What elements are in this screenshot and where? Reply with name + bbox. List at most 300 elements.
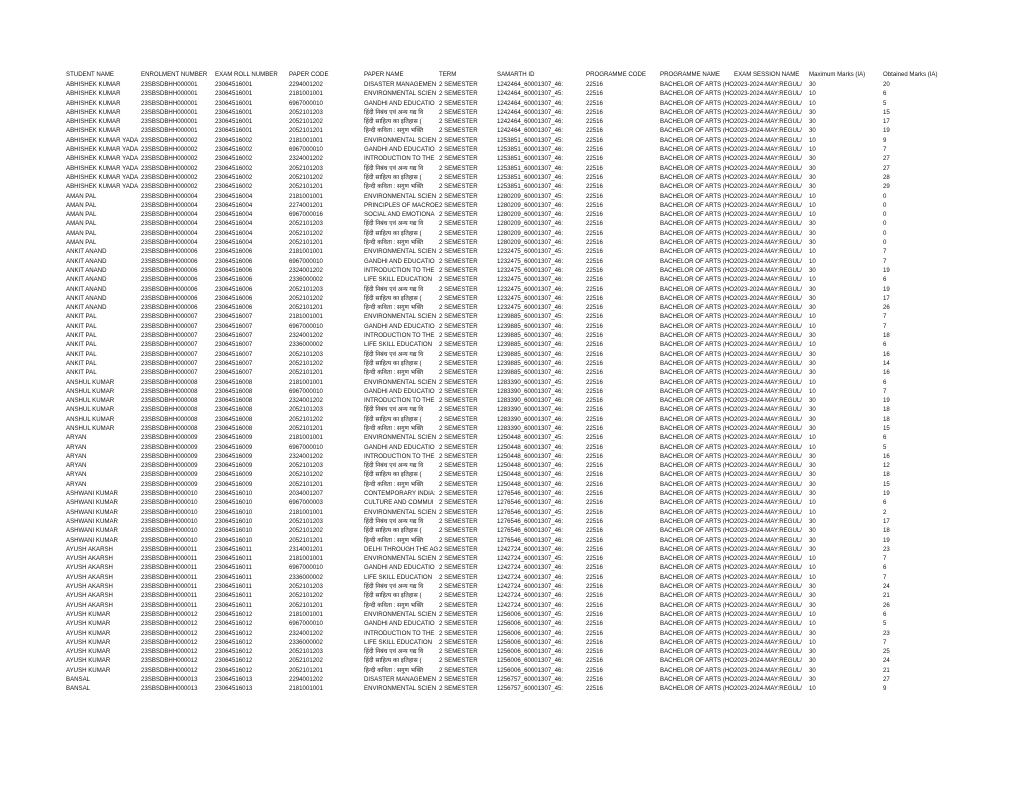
cell-term: 2 SEMESTER (439, 183, 478, 191)
cell-exam-session-name: 2023-2024-MAY:REGUL/ (734, 499, 802, 507)
cell-enrolment-number: 23SBSDBHH000011 (141, 564, 198, 572)
header-term: TERM (439, 71, 457, 79)
cell-maximum-marks: 10 (809, 620, 816, 628)
cell-obtained-marks: 23 (883, 629, 890, 637)
cell-programme-name: BACHELOR OF ARTS (HO (660, 173, 734, 181)
cell-exam-session-name: 2023-2024-MAY:REGUL/ (734, 555, 802, 563)
cell-obtained-marks: 6 (883, 564, 887, 572)
cell-paper-code: 2052101203 (289, 583, 323, 591)
cell-programme-name: BACHELOR OF ARTS (HO (660, 629, 734, 637)
cell-student-name: AYUSH KUMAR (66, 610, 111, 618)
cell-exam-session-name: 2023-2024-MAY:REGUL/ (734, 127, 802, 135)
cell-programme-code: 22516 (586, 378, 603, 386)
cell-enrolment-number: 23SBSDBHH000010 (141, 527, 198, 535)
cell-paper-code: 6967000016 (289, 211, 323, 219)
cell-paper-code: 2324001202 (289, 332, 323, 340)
cell-student-name: AMAN PAL (66, 239, 97, 247)
cell-student-name: AYUSH AKARSH (66, 545, 113, 553)
table-row (66, 433, 956, 442)
cell-paper-code: 2181001001 (289, 434, 323, 442)
cell-paper-code: 2052101202 (289, 527, 323, 535)
cell-student-name: ANSHUL KUMAR (66, 406, 115, 414)
cell-paper-name: हिन्दी कविता : सगुण भक्ति (364, 424, 424, 432)
cell-paper-name: हिंदी निबंध एवं अन्य गद्य वि (364, 406, 424, 414)
cell-maximum-marks: 10 (809, 192, 816, 200)
cell-enrolment-number: 23SBSDBHH000006 (141, 294, 198, 302)
cell-enrolment-number: 23SBSDBHH000007 (141, 341, 198, 349)
cell-exam-roll-number: 23064516008 (215, 424, 253, 432)
cell-programme-code: 22516 (586, 685, 603, 693)
table-row (66, 368, 956, 377)
cell-samarth-id: 1253851_60001307_46: (497, 183, 564, 191)
cell-paper-code: 2052101201 (289, 666, 323, 674)
cell-programme-name: BACHELOR OF ARTS (HO (660, 229, 734, 237)
cell-maximum-marks: 30 (809, 285, 816, 293)
cell-samarth-id: 1283390_60001307_46: (497, 397, 564, 405)
cell-enrolment-number: 23SBSDBHH000002 (141, 155, 198, 163)
cell-term: 2 SEMESTER (439, 657, 478, 665)
cell-programme-name: BACHELOR OF ARTS (HO (660, 239, 734, 247)
cell-paper-code: 2052101201 (289, 304, 323, 312)
cell-exam-session-name: 2023-2024-MAY:REGUL/ (734, 406, 802, 414)
cell-samarth-id: 1232475_60001307_46: (497, 266, 564, 274)
cell-paper-code: 2052101203 (289, 462, 323, 470)
cell-paper-name: LIFE SKILL EDUCATION (364, 276, 433, 284)
cell-paper-name: ENVIRONMENTAL SCIEN (364, 434, 437, 442)
cell-programme-name: BACHELOR OF ARTS (HO (660, 118, 734, 126)
cell-maximum-marks: 10 (809, 387, 816, 395)
cell-term: 2 SEMESTER (439, 490, 478, 498)
cell-exam-session-name: 2023-2024-MAY:REGUL/ (734, 601, 802, 609)
cell-paper-name: ENVIRONMENTAL SCIEN (364, 248, 437, 256)
cell-term: 2 SEMESTER (439, 229, 478, 237)
cell-enrolment-number: 23SBSDBHH000013 (141, 676, 198, 683)
cell-programme-code: 22516 (586, 257, 603, 265)
cell-maximum-marks: 10 (809, 685, 816, 693)
cell-programme-name: BACHELOR OF ARTS (HO (660, 685, 734, 693)
cell-paper-name: हिन्दी कविता : सगुण भक्ति (364, 666, 424, 674)
cell-student-name: AMAN PAL (66, 229, 97, 237)
cell-programme-name: BACHELOR OF ARTS (HO (660, 350, 734, 358)
cell-term: 2 SEMESTER (439, 685, 478, 693)
cell-programme-code: 22516 (586, 118, 603, 126)
cell-paper-name: हिंदी साहित्य का इतिहास ( (364, 592, 422, 600)
cell-student-name: BANSAL (66, 685, 91, 693)
cell-obtained-marks: 28 (883, 173, 890, 181)
cell-paper-name: DISASTER MANAGEMEN (364, 676, 437, 683)
cell-paper-code: 2181001001 (289, 685, 323, 693)
table-row (66, 350, 956, 359)
cell-student-name: ABHISHEK KUMAR (66, 127, 121, 135)
cell-programme-name: BACHELOR OF ARTS (HO (660, 341, 734, 349)
cell-exam-roll-number: 23064516012 (215, 638, 253, 646)
cell-paper-name: हिंदी साहित्य का इतिहास ( (364, 415, 422, 423)
cell-exam-session-name: 2023-2024-MAY:REGUL/ (734, 285, 802, 293)
table-row (66, 424, 956, 433)
cell-exam-roll-number: 23064516010 (215, 499, 253, 507)
table-row (66, 173, 956, 182)
cell-term: 2 SEMESTER (439, 462, 478, 470)
cell-maximum-marks: 10 (809, 90, 816, 98)
cell-term: 2 SEMESTER (439, 136, 478, 144)
cell-enrolment-number: 23SBSDBHH000009 (141, 434, 198, 442)
cell-paper-code: 2052101201 (289, 601, 323, 609)
cell-enrolment-number: 23SBSDBHH000010 (141, 508, 198, 516)
cell-exam-session-name: 2023-2024-MAY:REGUL/ (734, 359, 802, 367)
header-obtained-marks: Obtained Marks (IA) (883, 71, 938, 79)
cell-term: 2 SEMESTER (439, 313, 478, 321)
cell-enrolment-number: 23SBSDBHH000007 (141, 369, 198, 377)
cell-exam-roll-number: 23064516011 (215, 545, 252, 553)
cell-exam-roll-number: 23064516007 (215, 369, 253, 377)
cell-programme-code: 22516 (586, 341, 603, 349)
cell-paper-name: ENVIRONMENTAL SCIEN (364, 136, 437, 144)
cell-enrolment-number: 23SBSDBHH000007 (141, 350, 198, 358)
cell-maximum-marks: 30 (809, 648, 816, 656)
cell-programme-name: BACHELOR OF ARTS (HO (660, 294, 734, 302)
cell-paper-code: 2324001202 (289, 452, 323, 460)
cell-programme-code: 22516 (586, 638, 603, 646)
cell-maximum-marks: 30 (809, 118, 816, 126)
cell-paper-code: 2052101203 (289, 164, 323, 172)
cell-paper-code: 6967000010 (289, 322, 323, 330)
cell-programme-name: BACHELOR OF ARTS (HO (660, 322, 734, 330)
cell-student-name: ANKIT ANAND (66, 285, 107, 293)
cell-paper-code: 2052101202 (289, 657, 323, 665)
cell-obtained-marks: 0 (883, 201, 887, 209)
cell-student-name: AYUSH AKARSH (66, 592, 113, 600)
cell-programme-name: BACHELOR OF ARTS (HO (660, 313, 734, 321)
cell-obtained-marks: 7 (883, 555, 887, 563)
cell-term: 2 SEMESTER (439, 527, 478, 535)
cell-samarth-id: 1242464_60001307_46: (497, 118, 564, 126)
cell-programme-code: 22516 (586, 676, 603, 683)
cell-student-name: ANSHUL KUMAR (66, 415, 115, 423)
cell-enrolment-number: 23SBSDBHH000001 (141, 81, 198, 88)
cell-obtained-marks: 6 (883, 276, 887, 284)
cell-term: 2 SEMESTER (439, 192, 478, 200)
cell-obtained-marks: 0 (883, 211, 887, 219)
cell-obtained-marks: 20 (883, 81, 890, 88)
cell-exam-session-name: 2023-2024-MAY:REGUL/ (734, 108, 802, 116)
cell-programme-code: 22516 (586, 629, 603, 637)
cell-paper-name: DELHI THROUGH THE AG (364, 545, 439, 553)
header-paper-name: PAPER NAME (364, 71, 404, 79)
cell-enrolment-number: 23SBSDBHH000001 (141, 118, 198, 126)
cell-term: 2 SEMESTER (439, 452, 478, 460)
cell-obtained-marks: 15 (883, 480, 890, 488)
cell-exam-roll-number: 23064516001 (215, 81, 253, 88)
cell-paper-code: 6967000010 (289, 257, 323, 265)
cell-programme-code: 22516 (586, 359, 603, 367)
cell-exam-roll-number: 23064516011 (215, 573, 252, 581)
cell-paper-code: 2052101203 (289, 285, 323, 293)
cell-programme-code: 22516 (586, 490, 603, 498)
cell-maximum-marks: 10 (809, 313, 816, 321)
cell-term: 2 SEMESTER (439, 239, 478, 247)
cell-exam-roll-number: 23064516001 (215, 118, 253, 126)
cell-student-name: ASHWANI KUMAR (66, 517, 118, 525)
cell-term: 2 SEMESTER (439, 378, 478, 386)
cell-paper-code: 2052101203 (289, 350, 323, 358)
cell-exam-roll-number: 23064516012 (215, 666, 253, 674)
cell-enrolment-number: 23SBSDBHH000011 (141, 583, 198, 591)
cell-student-name: ABHISHEK KUMAR YADA (66, 136, 139, 144)
cell-maximum-marks: 30 (809, 415, 816, 423)
cell-programme-name: BACHELOR OF ARTS (HO (660, 490, 734, 498)
cell-paper-code: 2314001201 (289, 545, 323, 553)
cell-exam-roll-number: 23064516011 (215, 592, 252, 600)
cell-obtained-marks: 24 (883, 657, 890, 665)
cell-samarth-id: 1283390_60001307_45: (497, 378, 564, 386)
cell-exam-roll-number: 23064516008 (215, 415, 253, 423)
cell-maximum-marks: 30 (809, 517, 816, 525)
marks-table (66, 70, 956, 694)
cell-student-name: ANKIT PAL (66, 322, 97, 330)
cell-samarth-id: 1256006_60001307_45: (497, 610, 564, 618)
cell-exam-session-name: 2023-2024-MAY:REGUL/ (734, 443, 802, 451)
cell-programme-name: BACHELOR OF ARTS (HO (660, 499, 734, 507)
table-row (66, 619, 956, 628)
cell-exam-roll-number: 23064516001 (215, 99, 253, 107)
cell-programme-name: BACHELOR OF ARTS (HO (660, 452, 734, 460)
cell-student-name: ANKIT ANAND (66, 276, 107, 284)
cell-term: 2 SEMESTER (439, 201, 478, 209)
cell-samarth-id: 1242464_60001307_46: (497, 108, 564, 116)
table-row (66, 517, 956, 526)
cell-paper-code: 2052101203 (289, 220, 323, 228)
cell-student-name: ARYAN (66, 471, 87, 479)
cell-programme-name: BACHELOR OF ARTS (HO (660, 415, 734, 423)
cell-exam-roll-number: 23064516012 (215, 648, 253, 656)
cell-paper-name: GANDHI AND EDUCATIO (364, 620, 435, 628)
cell-programme-name: BACHELOR OF ARTS (HO (660, 248, 734, 256)
cell-term: 2 SEMESTER (439, 387, 478, 395)
cell-programme-code: 22516 (586, 499, 603, 507)
table-row (66, 554, 956, 563)
cell-student-name: ANSHUL KUMAR (66, 387, 115, 395)
cell-programme-code: 22516 (586, 517, 603, 525)
table-row (66, 638, 956, 647)
cell-maximum-marks: 30 (809, 490, 816, 498)
cell-programme-name: BACHELOR OF ARTS (HO (660, 610, 734, 618)
cell-maximum-marks: 30 (809, 424, 816, 432)
cell-programme-code: 22516 (586, 610, 603, 618)
cell-obtained-marks: 19 (883, 536, 890, 544)
cell-student-name: ASHWANI KUMAR (66, 527, 118, 535)
cell-obtained-marks: 19 (883, 285, 890, 293)
cell-exam-roll-number: 23064516002 (215, 155, 253, 163)
cell-paper-name: ENVIRONMENTAL SCIEN (364, 685, 437, 693)
cell-exam-roll-number: 23064516009 (215, 434, 253, 442)
table-row (66, 591, 956, 600)
cell-maximum-marks: 10 (809, 638, 816, 646)
cell-exam-roll-number: 23064516010 (215, 527, 253, 535)
cell-samarth-id: 1242724_60001307_46: (497, 573, 564, 581)
cell-term: 2 SEMESTER (439, 555, 478, 563)
cell-programme-code: 22516 (586, 443, 603, 451)
cell-term: 2 SEMESTER (439, 443, 478, 451)
cell-enrolment-number: 23SBSDBHH000008 (141, 378, 198, 386)
cell-programme-name: BACHELOR OF ARTS (HO (660, 220, 734, 228)
cell-obtained-marks: 7 (883, 313, 887, 321)
cell-maximum-marks: 30 (809, 583, 816, 591)
cell-term: 2 SEMESTER (439, 499, 478, 507)
cell-paper-code: 2052101202 (289, 229, 323, 237)
cell-programme-code: 22516 (586, 601, 603, 609)
cell-exam-session-name: 2023-2024-MAY:REGUL/ (734, 592, 802, 600)
cell-paper-name: हिन्दी कविता : सगुण भक्ति (364, 304, 424, 312)
cell-maximum-marks: 30 (809, 294, 816, 302)
cell-maximum-marks: 30 (809, 480, 816, 488)
table-row (66, 275, 956, 284)
cell-samarth-id: 1276546_60001307_46: (497, 490, 564, 498)
cell-term: 2 SEMESTER (439, 257, 478, 265)
cell-paper-name: GANDHI AND EDUCATIO (364, 257, 435, 265)
cell-exam-session-name: 2023-2024-MAY:REGUL/ (734, 629, 802, 637)
cell-term: 2 SEMESTER (439, 620, 478, 628)
cell-exam-roll-number: 23064516006 (215, 248, 253, 256)
cell-programme-code: 22516 (586, 387, 603, 395)
table-row (66, 164, 956, 173)
cell-maximum-marks: 30 (809, 350, 816, 358)
cell-programme-code: 22516 (586, 462, 603, 470)
cell-enrolment-number: 23SBSDBHH000011 (141, 545, 198, 553)
cell-programme-code: 22516 (586, 666, 603, 674)
cell-obtained-marks: 0 (883, 229, 887, 237)
cell-exam-session-name: 2023-2024-MAY:REGUL/ (734, 322, 802, 330)
cell-student-name: ASHWANI KUMAR (66, 499, 118, 507)
cell-programme-name: BACHELOR OF ARTS (HO (660, 257, 734, 265)
table-row (66, 136, 956, 145)
cell-programme-name: BACHELOR OF ARTS (HO (660, 266, 734, 274)
cell-samarth-id: 1242464_60001307_46: (497, 99, 564, 107)
cell-programme-name: BACHELOR OF ARTS (HO (660, 508, 734, 516)
cell-enrolment-number: 23SBSDBHH000009 (141, 480, 198, 488)
cell-programme-name: BACHELOR OF ARTS (HO (660, 424, 734, 432)
cell-obtained-marks: 6 (883, 341, 887, 349)
cell-student-name: ABHISHEK KUMAR (66, 108, 121, 116)
cell-programme-name: BACHELOR OF ARTS (HO (660, 527, 734, 535)
table-row (66, 573, 956, 582)
table-row (66, 219, 956, 228)
cell-enrolment-number: 23SBSDBHH000001 (141, 108, 198, 116)
cell-programme-code: 22516 (586, 415, 603, 423)
header-exam-roll-number: EXAM ROLL NUMBER (215, 71, 278, 79)
cell-samarth-id: 1232475_60001307_46: (497, 304, 564, 312)
cell-exam-roll-number: 23064516012 (215, 629, 253, 637)
cell-term: 2 SEMESTER (439, 341, 478, 349)
cell-exam-roll-number: 23064516002 (215, 173, 253, 181)
cell-exam-roll-number: 23064516004 (215, 239, 253, 247)
cell-enrolment-number: 23SBSDBHH000008 (141, 424, 198, 432)
cell-enrolment-number: 23SBSDBHH000004 (141, 211, 198, 219)
cell-paper-name: ENVIRONMENTAL SCIEN (364, 555, 437, 563)
cell-exam-roll-number: 23064516001 (215, 108, 253, 116)
cell-enrolment-number: 23SBSDBHH000008 (141, 406, 198, 414)
cell-exam-session-name: 2023-2024-MAY:REGUL/ (734, 452, 802, 460)
cell-paper-name: हिंदी साहित्य का इतिहास ( (364, 229, 422, 237)
cell-samarth-id: 1280209_60001307_46: (497, 211, 564, 219)
cell-obtained-marks: 7 (883, 322, 887, 330)
cell-programme-code: 22516 (586, 480, 603, 488)
cell-paper-name: LIFE SKILL EDUCATION (364, 341, 433, 349)
cell-maximum-marks: 30 (809, 266, 816, 274)
cell-enrolment-number: 23SBSDBHH000004 (141, 239, 198, 247)
cell-programme-code: 22516 (586, 136, 603, 144)
cell-programme-name: BACHELOR OF ARTS (HO (660, 201, 734, 209)
cell-obtained-marks: 18 (883, 332, 890, 340)
table-row (66, 461, 956, 470)
cell-term: 2 SEMESTER (439, 359, 478, 367)
table-row (66, 443, 956, 452)
table-row (66, 294, 956, 303)
cell-exam-roll-number: 23064516004 (215, 229, 253, 237)
cell-exam-roll-number: 23064516002 (215, 183, 253, 191)
table-row (66, 629, 956, 638)
cell-maximum-marks: 30 (809, 462, 816, 470)
cell-exam-session-name: 2023-2024-MAY:REGUL/ (734, 81, 802, 88)
cell-paper-code: 2181001001 (289, 555, 323, 563)
cell-student-name: AMAN PAL (66, 211, 97, 219)
cell-programme-name: BACHELOR OF ARTS (HO (660, 583, 734, 591)
cell-obtained-marks: 0 (883, 220, 887, 228)
cell-term: 2 SEMESTER (439, 397, 478, 405)
cell-exam-session-name: 2023-2024-MAY:REGUL/ (734, 136, 802, 144)
cell-programme-name: BACHELOR OF ARTS (HO (660, 443, 734, 451)
cell-programme-code: 22516 (586, 527, 603, 535)
cell-enrolment-number: 23SBSDBHH000004 (141, 220, 198, 228)
table-row (66, 108, 956, 117)
cell-term: 2 SEMESTER (439, 350, 478, 358)
cell-enrolment-number: 23SBSDBHH000013 (141, 685, 198, 693)
cell-samarth-id: 1280209_60001307_46: (497, 239, 564, 247)
cell-paper-name: CULTURE AND COMMUI (364, 499, 434, 507)
cell-term: 2 SEMESTER (439, 508, 478, 516)
cell-paper-name: INTRODUCTION TO THE (364, 332, 435, 340)
cell-obtained-marks: 7 (883, 257, 887, 265)
cell-obtained-marks: 24 (883, 583, 890, 591)
cell-samarth-id: 1276546_60001307_46: (497, 536, 564, 544)
cell-enrolment-number: 23SBSDBHH000008 (141, 387, 198, 395)
cell-obtained-marks: 18 (883, 415, 890, 423)
cell-obtained-marks: 16 (883, 369, 890, 377)
cell-programme-code: 22516 (586, 350, 603, 358)
cell-obtained-marks: 7 (883, 248, 887, 256)
cell-paper-name: ENVIRONMENTAL SCIEN (364, 610, 437, 618)
header-exam-session-name: EXAM SESSION NAME (734, 71, 800, 79)
cell-student-name: AYUSH AKARSH (66, 555, 113, 563)
cell-obtained-marks: 29 (883, 183, 890, 191)
cell-samarth-id: 1232475_60001307_46: (497, 294, 564, 302)
cell-paper-code: 2181001001 (289, 313, 323, 321)
cell-paper-name: हिंदी साहित्य का इतिहास ( (364, 657, 422, 665)
cell-obtained-marks: 2 (883, 508, 887, 516)
cell-term: 2 SEMESTER (439, 583, 478, 591)
cell-exam-session-name: 2023-2024-MAY:REGUL/ (734, 378, 802, 386)
cell-student-name: ARYAN (66, 452, 87, 460)
cell-paper-code: 2052101201 (289, 239, 323, 247)
cell-programme-name: BACHELOR OF ARTS (HO (660, 211, 734, 219)
cell-enrolment-number: 23SBSDBHH000002 (141, 173, 198, 181)
cell-programme-code: 22516 (586, 406, 603, 414)
table-row (66, 452, 956, 461)
cell-maximum-marks: 30 (809, 676, 816, 683)
cell-maximum-marks: 30 (809, 592, 816, 600)
cell-term: 2 SEMESTER (439, 406, 478, 414)
cell-paper-code: 2052101203 (289, 108, 323, 116)
cell-programme-code: 22516 (586, 304, 603, 312)
